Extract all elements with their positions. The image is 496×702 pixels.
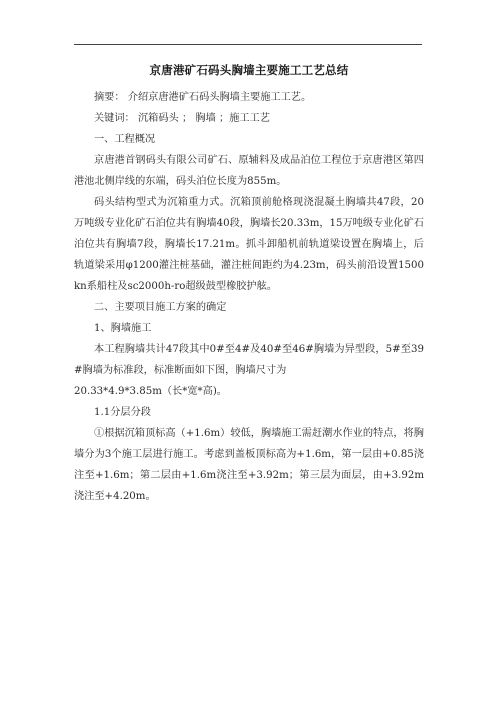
document-title: 京唐港矿石码头胸墙主要施工工艺总结 xyxy=(149,63,349,77)
paragraph-breastwall-segments: 本工程胸墙共计47段其中0#至4#及40#至46#胸墙为异型段，5#至39#胸墙为标准段，标准断面如下图，胸墙尺寸为 xyxy=(74,344,424,376)
subsection-heading-breastwall: 1、胸墙施工 xyxy=(94,323,152,334)
document-body xyxy=(74,62,424,507)
paragraph-breastwall-dimensions: 20.33*4.9*3.85m（长*宽*高)。 xyxy=(74,386,227,397)
paragraph-layering: ①根据沉箱顶标高（+1.6m）较低，胸墙施工需赶潮水作业的特点，将胸墙分为3个施工层进行施工。考虑到盖板顶标高为+1.6m，第一层由+0.85浇注至+1.6m；第二层由+1.6m浇注至+3.92m；第三层为面层，由+3.92m浇注至+4.20m。 xyxy=(74,428,424,502)
paragraph-overview-location: 京唐港首钢码头有限公司矿石、原辅料及成品泊位工程位于京唐港区第四港池北侧岸线的东端，码头泊位长度为855m。 xyxy=(74,155,424,187)
paragraph-overview-structure: 码头结构型式为沉箱重力式。沉箱顶前舱格现浇混凝土胸墙共47段，20万吨级专业化矿石泊位共有胸墙40段，胸墙长20.33m，15万吨级专业化矿石泊位共有胸墙7段，胸墙长17.21m。抓斗卸船机前轨道梁设置在胸墙上，后轨道梁采用φ1200灌注桩基础，灌注桩间距约为4.23m，码头前沿设置1500kn系船柱及sc2000h-ro超级鼓型橡胶护舷。 xyxy=(74,197,424,292)
section-heading-plan: 二、主要项目施工方案的确定 xyxy=(94,302,227,313)
abstract: 摘要： 介绍京唐港矿石码头胸墙主要施工工艺。 xyxy=(94,92,312,103)
header-rule xyxy=(74,44,422,45)
keywords: 关键词： 沉箱码头 ； 胸墙 ；施工工艺 xyxy=(94,113,270,124)
section-heading-overview: 一、工程概况 xyxy=(94,134,156,145)
subsection-heading-layering: 1.1分层分段 xyxy=(94,407,151,418)
